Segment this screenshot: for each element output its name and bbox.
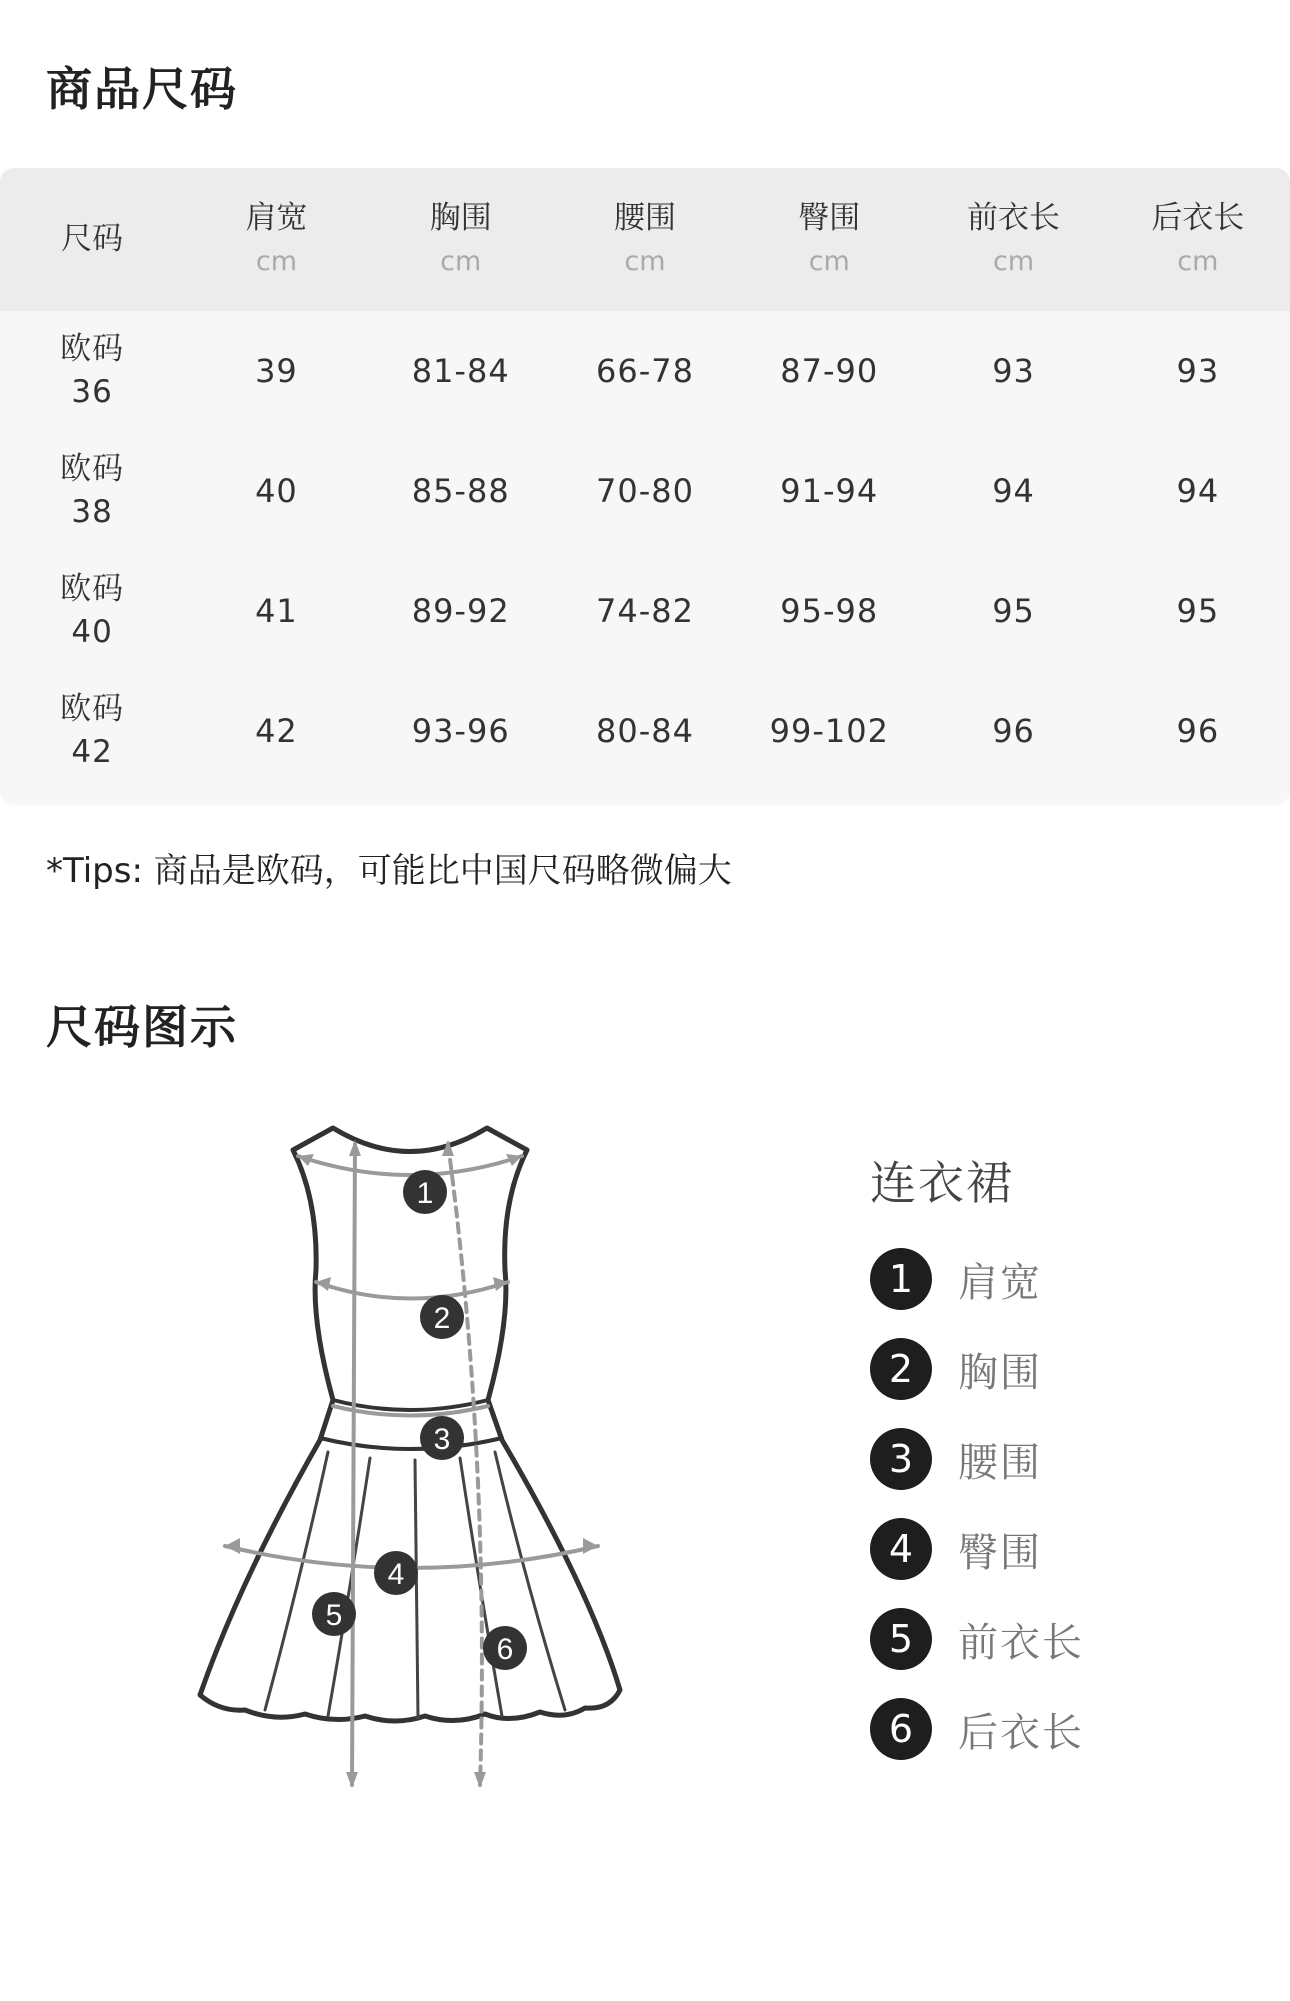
garment-type-label: 连衣裙 bbox=[870, 1156, 1014, 1210]
header-label: 腰围 bbox=[613, 200, 676, 237]
size-cell bbox=[0, 431, 184, 551]
header-unit: cm bbox=[624, 246, 666, 278]
front-length-measure-line bbox=[352, 1144, 355, 1785]
bust-measure-line bbox=[316, 1282, 508, 1299]
table-row bbox=[0, 671, 1290, 791]
size-prefix: 欧码 bbox=[60, 331, 125, 368]
header-cell-hip bbox=[737, 168, 921, 311]
legend-item bbox=[870, 1684, 1084, 1774]
diagram-section-title: 尺码图示 bbox=[46, 1000, 238, 1054]
size-value: 42 bbox=[71, 734, 113, 770]
header-unit: cm bbox=[1177, 246, 1219, 278]
header-cell-size bbox=[0, 168, 184, 311]
header-unit: cm bbox=[440, 246, 482, 278]
number-badge: 3 bbox=[870, 1428, 932, 1490]
back-length-cell: 95 bbox=[1176, 592, 1220, 630]
marker-label: 2 bbox=[433, 1302, 451, 1335]
size-cell bbox=[0, 551, 184, 671]
header-unit: cm bbox=[255, 246, 297, 278]
size-section-title: 商品尺码 bbox=[46, 62, 238, 116]
header-cell-front-length bbox=[921, 168, 1105, 311]
header-label: 臀围 bbox=[798, 200, 861, 237]
size-prefix: 欧码 bbox=[60, 571, 125, 608]
legend-label: 胸围 bbox=[958, 1349, 1042, 1396]
back-length-measure-line bbox=[448, 1144, 482, 1785]
marker-label: 1 bbox=[416, 1177, 434, 1210]
back-length-cell: 93 bbox=[1176, 352, 1220, 390]
size-prefix: 欧码 bbox=[60, 451, 125, 488]
size-prefix: 欧码 bbox=[60, 691, 125, 728]
shoulder-cell: 40 bbox=[255, 472, 298, 510]
shoulder-measure-line bbox=[298, 1156, 522, 1175]
number-badge: 1 bbox=[870, 1248, 932, 1310]
bust-cell: 85-88 bbox=[411, 472, 510, 510]
legend-item bbox=[870, 1504, 1084, 1594]
sizing-tip: *Tips: 商品是欧码，可能比中国尺码略微偏大 bbox=[46, 851, 732, 891]
legend-label: 前衣长 bbox=[958, 1619, 1084, 1666]
number-badge: 4 bbox=[870, 1518, 932, 1580]
marker-label: 4 bbox=[387, 1558, 405, 1591]
waist-cell: 70-80 bbox=[595, 472, 694, 510]
front-length-cell: 96 bbox=[992, 712, 1035, 750]
size-cell bbox=[0, 671, 184, 791]
shoulder-cell: 39 bbox=[255, 352, 298, 390]
bust-cell: 81-84 bbox=[411, 352, 510, 390]
shoulder-cell: 41 bbox=[255, 592, 298, 630]
number-badge: 6 bbox=[870, 1698, 932, 1760]
header-unit: cm bbox=[992, 246, 1035, 278]
bust-cell: 93-96 bbox=[411, 712, 510, 750]
header-label: 前衣长 bbox=[967, 200, 1061, 237]
front-length-cell: 93 bbox=[992, 352, 1035, 390]
table-row bbox=[0, 431, 1290, 551]
shoulder-cell: 42 bbox=[255, 712, 298, 750]
legend-label: 后衣长 bbox=[958, 1709, 1084, 1756]
waist-cell: 80-84 bbox=[595, 712, 694, 750]
header-cell-waist bbox=[553, 168, 737, 311]
marker-label: 6 bbox=[496, 1633, 514, 1666]
size-value: 40 bbox=[71, 614, 113, 650]
legend-item bbox=[870, 1594, 1084, 1684]
size-table bbox=[0, 168, 1290, 805]
waistband-top bbox=[333, 1400, 488, 1410]
header-cell-shoulder bbox=[184, 168, 368, 311]
size-cell bbox=[0, 311, 184, 431]
table-row bbox=[0, 551, 1290, 671]
dress-measurement-diagram bbox=[180, 1120, 660, 1820]
hip-cell: 91-94 bbox=[780, 472, 879, 510]
diagram-legend bbox=[870, 1156, 1084, 1774]
back-length-cell: 94 bbox=[1176, 472, 1220, 510]
legend-item bbox=[870, 1414, 1084, 1504]
marker-label: 3 bbox=[433, 1423, 451, 1456]
front-length-cell: 95 bbox=[992, 592, 1035, 630]
number-badge: 2 bbox=[870, 1338, 932, 1400]
front-length-cell: 94 bbox=[992, 472, 1035, 510]
hip-cell: 95-98 bbox=[780, 592, 879, 630]
header-unit: cm bbox=[808, 246, 850, 278]
bust-cell: 89-92 bbox=[411, 592, 510, 630]
marker-label: 5 bbox=[325, 1599, 343, 1632]
size-value: 38 bbox=[71, 494, 113, 530]
legend-item bbox=[870, 1234, 1084, 1324]
hip-cell: 99-102 bbox=[769, 712, 889, 750]
header-label: 胸围 bbox=[429, 200, 492, 237]
table-header bbox=[0, 168, 1290, 311]
header-label: 后衣长 bbox=[1151, 200, 1245, 237]
table-body bbox=[0, 311, 1290, 805]
table-row bbox=[0, 311, 1290, 431]
waist-cell: 74-82 bbox=[595, 592, 694, 630]
number-badge: 5 bbox=[870, 1608, 932, 1670]
header-label: 肩宽 bbox=[245, 200, 308, 237]
header-cell-back-length bbox=[1106, 168, 1290, 311]
size-value: 36 bbox=[71, 374, 113, 410]
hip-cell: 87-90 bbox=[780, 352, 879, 390]
back-length-cell: 96 bbox=[1176, 712, 1220, 750]
header-label: 尺码 bbox=[61, 220, 124, 257]
dress-outline bbox=[200, 1128, 620, 1721]
legend-label: 臀围 bbox=[958, 1529, 1042, 1576]
header-cell-bust bbox=[369, 168, 553, 311]
legend-label: 腰围 bbox=[958, 1439, 1042, 1486]
legend-item bbox=[870, 1324, 1084, 1414]
waist-cell: 66-78 bbox=[595, 352, 694, 390]
legend-label: 肩宽 bbox=[958, 1259, 1042, 1306]
